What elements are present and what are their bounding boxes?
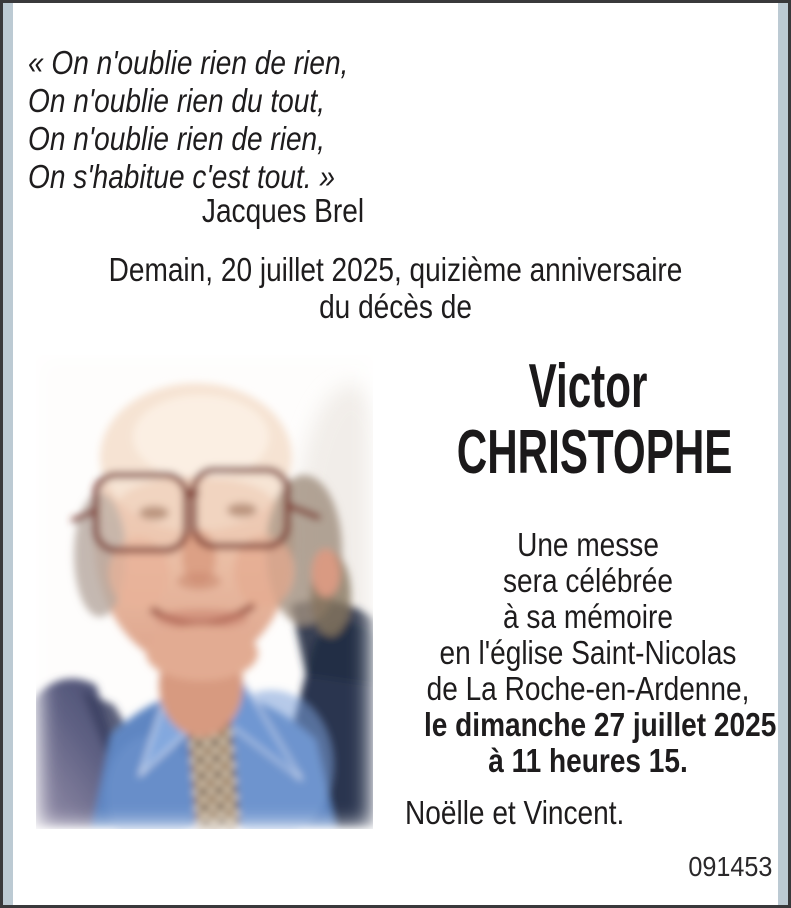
glasses (72, 470, 320, 550)
mass-line: de La Roche-en-Ardenne, (426, 670, 750, 707)
mass-date-line: le dimanche 27 juillet 2025 (423, 706, 777, 743)
deceased-name (456, 352, 733, 487)
quote-author: Jacques Brel (201, 192, 365, 229)
mass-line: à sa mémoire (503, 598, 673, 635)
mass-line: en l'église Saint-Nicolas (439, 634, 737, 671)
mass-announcement (423, 526, 777, 779)
left-side-strip (3, 3, 13, 905)
portrait-photo (36, 355, 373, 829)
announcement (73, 251, 718, 325)
announcement-line: Demain, 20 juillet 2025, quizième anniversaire (108, 251, 683, 288)
signature: Noëlle et Vincent. (405, 794, 625, 831)
quote-line: On s'habitue c'est tout. » (28, 158, 335, 195)
right-side-strip (778, 3, 788, 905)
quote-line: On n'oublie rien de rien, (28, 120, 325, 157)
quote-line: On n'oublie rien du tout, (28, 82, 325, 119)
mass-line: Une messe (517, 526, 659, 563)
mass-line: sera célébrée (503, 562, 673, 599)
announcement-line: du décès de (319, 288, 472, 325)
mass-time-line: à 11 heures 15. (488, 742, 688, 779)
portrait-illustration (36, 355, 373, 829)
quote-block (28, 44, 348, 196)
deceased-last-name: CHRISTOPHE (456, 418, 733, 487)
deceased-first-name: Victor (528, 352, 648, 421)
quote-line: « On n'oublie rien de rien, (28, 44, 349, 81)
reference-number: 091453 (687, 851, 772, 882)
